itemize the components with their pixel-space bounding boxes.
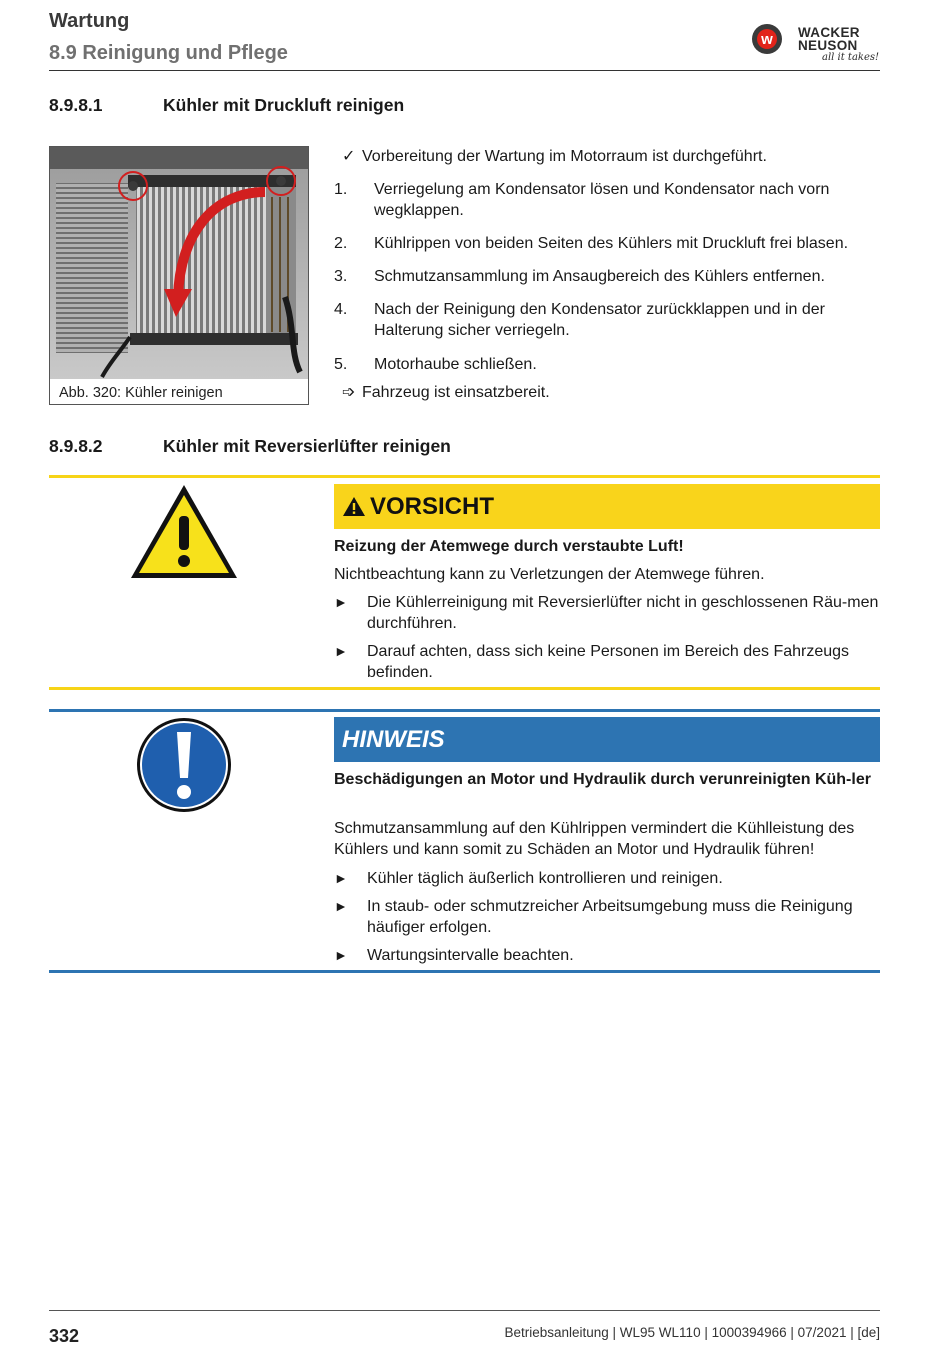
document-info: Betriebsanleitung | WL95 WL110 | 1000394966 | 07/2021 | [de] [504,1325,880,1340]
bullet-text: Darauf achten, dass sich keine Personen im Bereich des Fahrzeugs befinden. [367,643,850,681]
caution-signal-bar [334,484,880,529]
caution-small-triangle-icon [342,496,366,517]
notice-bottom-rule [49,970,880,973]
footer-rule [49,1310,880,1311]
step-number: 2. [334,235,348,252]
caution-consequence: Nichtbeachtung kann zu Verletzungen der Atemwege führen. [334,566,765,583]
logo-tagline: all it takes! [822,52,880,63]
section-2-heading [49,436,451,457]
bullet-text: Die Kühlerreinigung mit Reversierlüfter nicht in geschlossenen Räu-men durchführen. [367,594,879,632]
bullet-text: Kühler täglich äußerlich kontrollieren und reinigen. [367,870,723,887]
radiator-photo-illustration [50,147,308,379]
step-text: Schmutzansammlung im Ansaugbereich des Kühlers entfernen. [374,268,825,285]
step-number: 4. [334,301,348,318]
step-text: Kühlrippen von beiden Seiten des Kühlers mit Druckluft frei blasen. [374,235,849,252]
step-text: Motorhaube schließen. [374,356,537,373]
notice-signal-word: HINWEIS [342,726,445,753]
step-number: 3. [334,268,348,285]
section-1-title: Kühler mit Druckluft reinigen [163,95,405,115]
chapter-title: Wartung [49,10,130,32]
bullet-arrow-icon: ► [334,898,348,914]
logo-line-2: NEUSON [798,38,858,53]
logo-letter: w [761,31,773,48]
figure-caption: Abb. 320: Kühler reinigen [59,385,223,401]
notice-body [334,769,880,964]
bullet-arrow-icon: ► [334,643,348,659]
caution-top-rule [49,475,880,478]
notice-heading: Beschädigungen an Motor und Hydraulik durch verunreinigten Küh-ler [334,771,871,788]
notice-consequence: Schmutzansammlung auf den Kühlrippen vermindert die Kühlleistung des Kühlers und kann somit zu Schäden an Motor und Hydraulik führen! [334,820,855,858]
page-number: 332 [49,1326,80,1346]
section-2-title: Kühler mit Reversierlüfter reinigen [163,436,451,456]
result-arrow-icon: ➩ [342,384,356,401]
bullet-arrow-icon: ► [334,870,348,886]
notice-top-rule [49,709,880,712]
precondition-text: Vorbereitung der Wartung im Motorraum ist durchgeführt. [362,148,767,165]
logo-line-1: WACKER [798,25,860,40]
brand-logo [750,22,880,68]
caution-heading: Reizung der Atemwege durch verstaubte Luft! [334,538,684,555]
figure-radiator [49,146,309,405]
logo-emblem-icon [750,22,794,66]
page-header [49,8,880,71]
notice-signal-bar [334,717,880,762]
section-2-number: 8.9.8.2 [49,436,103,456]
mandatory-exclamation-icon [135,716,233,814]
step-number: 5. [334,356,348,373]
bullet-arrow-icon: ► [334,594,348,610]
caution-bottom-rule [49,687,880,690]
warning-triangle-icon [128,482,240,582]
step-text: Nach der Reinigung den Kondensator zurückklappen und in der Halterung sicher verriegeln. [374,301,825,339]
section-1-number: 8.9.8.1 [49,95,103,115]
caution-signal-word: VORSICHT [370,493,495,520]
check-icon: ✓ [342,148,356,165]
caution-body [334,536,880,681]
step-text: Verriegelung am Kondensator lösen und Kondensator nach vorn wegklappen. [374,181,830,219]
result-text: Fahrzeug ist einsatzbereit. [362,384,550,401]
bullet-arrow-icon: ► [334,947,348,963]
section-1-heading [49,95,404,116]
logo-wordmark [798,26,860,52]
bullet-text: Wartungsintervalle beachten. [367,947,574,964]
bullet-text: In staub- oder schmutzreicher Arbeitsumgebung muss die Reinigung häufiger erfolgen. [367,898,853,936]
step-number: 1. [334,181,348,198]
section-title: 8.9 Reinigung und Pflege [49,42,288,64]
